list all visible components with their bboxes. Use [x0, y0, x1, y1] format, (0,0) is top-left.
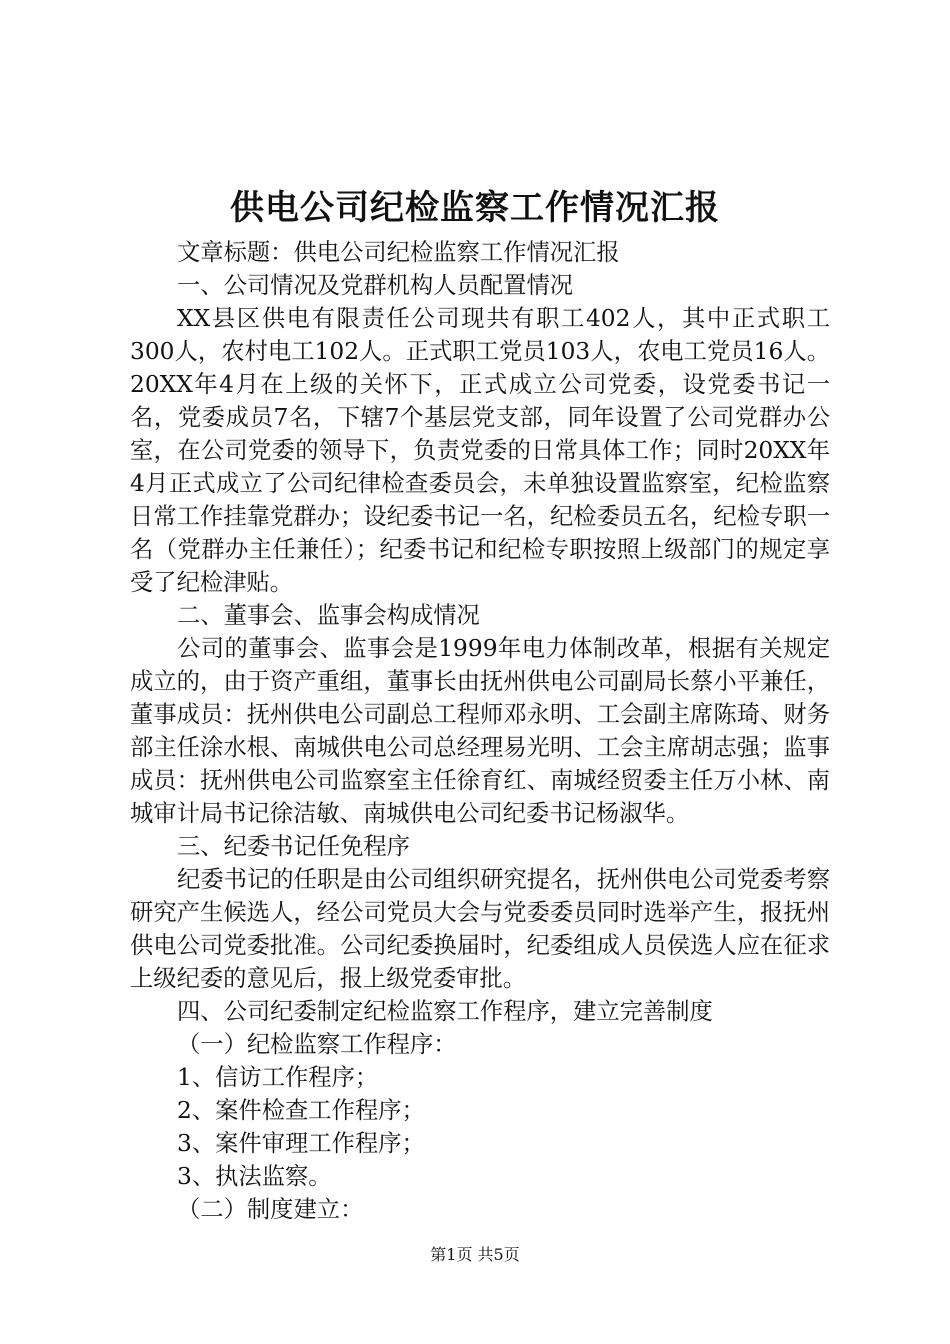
section-heading: 三、纪委书记任免程序 — [177, 833, 410, 860]
list-item: 1、信访工作程序； — [177, 1064, 379, 1091]
list-item: 3、执法监察。 — [177, 1163, 332, 1190]
body-paragraph: 纪委书记的任职是由公司组织研究提名，抚州供电公司党委考察研究产生候选人，经公司党员大会与党委委员同时选举产生，报抚州供电公司党委批准。公司纪委换届时，纪委组成人员侯选人应在征求上级纪委的意见后，报上级党委审批。 — [130, 866, 830, 992]
body-paragraph: XX县区供电有限责任公司现共有职工402人，其中正式职工300人，农村电工102人。正式职工党员103人，农电工党员16人。20XX年4月在上级的关怀下，正式成立公司党委，设党委书记一名，党委成员7名，下辖7个基层党支部，同年设置了公司党群办公室，在公司党委的领导下，负责党委的日常具体工作；同时20XX年4月正式成立了公司纪律检查委员会，未单独设置监察室，纪检监察日常工作挂靠党群办；设纪委书记一名，纪检委员五名，纪检专职一名（党群办主任兼任）；纪委书记和纪检专职按照上级部门的规定享受了纪检津贴。 — [130, 305, 830, 596]
subsection-heading: （一）纪检监察工作程序： — [177, 1031, 457, 1058]
document-body — [130, 236, 830, 1226]
page-number-footer: 第1页 共5页 — [430, 1245, 520, 1264]
list-item: 2、案件检查工作程序； — [177, 1097, 425, 1124]
section-heading: 二、董事会、监事会构成情况 — [177, 602, 480, 629]
document-title: 供电公司纪检监察工作情况汇报 — [230, 188, 720, 228]
list-item: 3、案件审理工作程序； — [177, 1130, 425, 1157]
section-heading: 四、公司纪委制定纪检监察工作程序，建立完善制度 — [177, 998, 713, 1025]
subsection-heading: （二）制度建立： — [177, 1196, 364, 1223]
article-title-line: 文章标题：供电公司纪检监察工作情况汇报 — [177, 239, 620, 266]
body-paragraph: 公司的董事会、监事会是1999年电力体制改革，根据有关规定成立的，由于资产重组，董事长由抚州供电公司副局长蔡小平兼任，董事成员：抚州供电公司副总工程师邓永明、工会副主席陈琦、财务部主任涂水根、南城供电公司总经理易光明、工会主席胡志强；监事成员：抚州供电公司监察室主任徐育红、南城经贸委主任万小林、南城审计局书记徐洁敏、南城供电公司纪委书记杨淑华。 — [130, 635, 830, 827]
section-heading: 一、公司情况及党群机构人员配置情况 — [177, 272, 574, 299]
